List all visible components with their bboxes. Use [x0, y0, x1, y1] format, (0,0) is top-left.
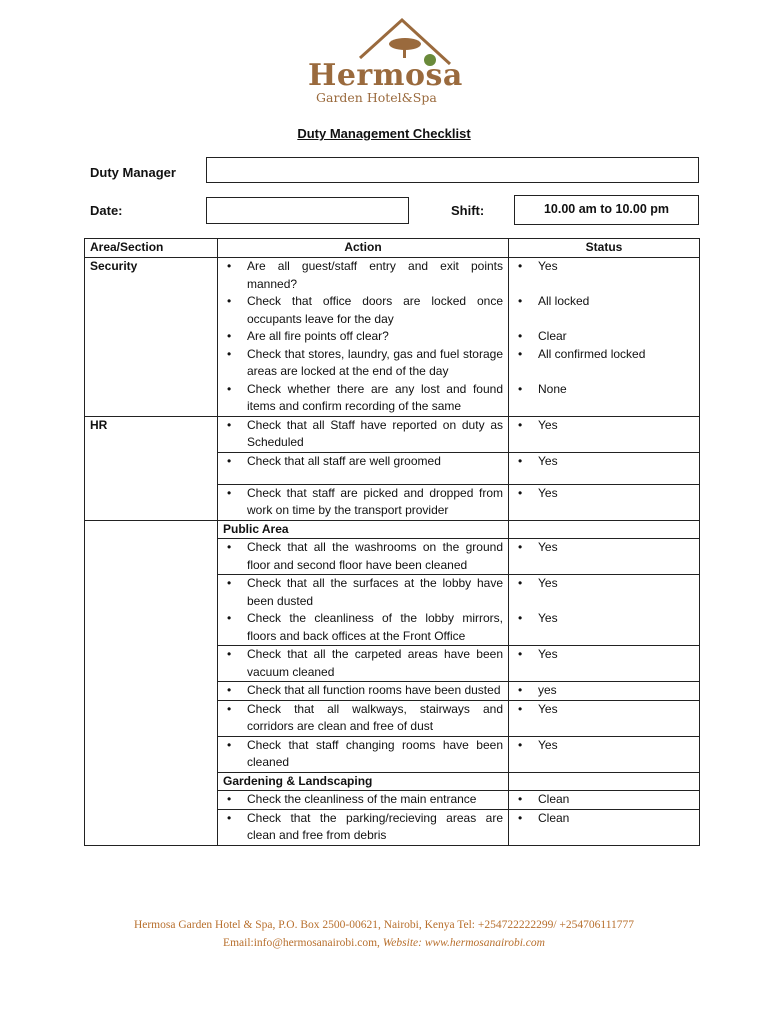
security-statuses — [509, 258, 700, 417]
list-item: • Check that all walkways, stairways and corridors are clean and free of dust — [223, 701, 503, 736]
security-actions — [218, 258, 509, 417]
date-field[interactable] — [206, 197, 409, 224]
list-item: • Check that all function rooms have been dusted — [223, 682, 503, 700]
logo-name: Hermosa — [308, 58, 463, 93]
status-item: • Yes — [514, 539, 694, 557]
status-item: • Clean — [514, 791, 694, 809]
footer-contact — [0, 937, 768, 949]
list-item: • Check that all staff are well groomed — [223, 453, 503, 471]
shift-field[interactable]: 10.00 am to 10.00 pm — [514, 195, 699, 225]
list-item: • Check whether there are any lost and found items and confirm recording of the same — [223, 381, 503, 416]
list-item: • Check the cleanliness of the lobby mirrors, floors and back offices at the Front Office — [223, 610, 503, 645]
header-action: Action — [218, 239, 509, 258]
header-area: Area/Section — [85, 239, 218, 258]
list-item: • Check that stores, laundry, gas and fuel storage areas are locked at the end of the day — [223, 346, 503, 381]
section-gardening: Gardening & Landscaping — [218, 772, 509, 791]
list-item: • Check that all Staff have reported on duty as Scheduled — [223, 417, 503, 452]
status-item: • Clear — [514, 328, 694, 346]
status-item: • Clean — [514, 810, 694, 828]
status-item: • Yes — [514, 610, 694, 628]
page-title: Duty Management Checklist — [297, 126, 471, 141]
status-item: • yes — [514, 682, 694, 700]
status-item: • All locked — [514, 293, 694, 311]
list-item: • Check that staff are picked and dropped from work on time by the transport provider — [223, 485, 503, 520]
status-item: • All confirmed locked — [514, 346, 694, 364]
checklist-table — [84, 238, 700, 846]
list-item: • Check that the parking/recieving areas are clean and free from debris — [223, 810, 503, 845]
footer-website[interactable]: Website: www.hermosanairobi.com — [382, 937, 545, 949]
logo-subtitle: Garden Hotel&Spa — [316, 90, 437, 105]
date-label: Date: — [90, 203, 123, 218]
list-item: • Are all guest/staff entry and exit points manned? — [223, 258, 503, 293]
hotel-logo — [290, 14, 480, 106]
status-item: • Yes — [514, 485, 694, 503]
area-blank — [85, 520, 218, 845]
list-item: • Check that all the surfaces at the lobby have been dusted — [223, 575, 503, 610]
area-hr: HR — [85, 416, 218, 520]
duty-manager-field[interactable] — [206, 157, 699, 183]
table-row — [85, 258, 700, 417]
table-row — [85, 416, 700, 452]
header-status: Status — [509, 239, 700, 258]
footer-email[interactable]: Email:info@hermosanairobi.com, — [223, 937, 383, 949]
status-item: • Yes — [514, 646, 694, 664]
area-security: Security — [85, 258, 218, 417]
shift-label: Shift: — [451, 203, 485, 218]
footer-address: Hermosa Garden Hotel & Spa, P.O. Box 2500-00621, Nairobi, Kenya Tel: +254722222299/ +254706111777 — [133, 919, 635, 931]
section-public-area: Public Area — [218, 520, 509, 539]
list-item: • Check that office doors are locked once occupants leave for the day — [223, 293, 503, 328]
status-item: • Yes — [514, 453, 694, 471]
list-item: • Check that all the carpeted areas have been vacuum cleaned — [223, 646, 503, 681]
status-item: • Yes — [514, 258, 694, 276]
status-item: • None — [514, 381, 694, 399]
status-item: • Yes — [514, 417, 694, 435]
status-item: • Yes — [514, 737, 694, 755]
status-item: • Yes — [514, 701, 694, 719]
duty-manager-label: Duty Manager — [90, 165, 176, 180]
list-item: • Check that all the washrooms on the ground floor and second floor have been cleaned — [223, 539, 503, 574]
status-item: • Yes — [514, 575, 694, 593]
table-header-row — [85, 239, 700, 258]
list-item: • Are all fire points off clear? — [223, 328, 503, 346]
list-item: • Check that staff changing rooms have been cleaned — [223, 737, 503, 772]
table-row — [85, 520, 700, 539]
list-item: • Check the cleanliness of the main entrance — [223, 791, 503, 809]
